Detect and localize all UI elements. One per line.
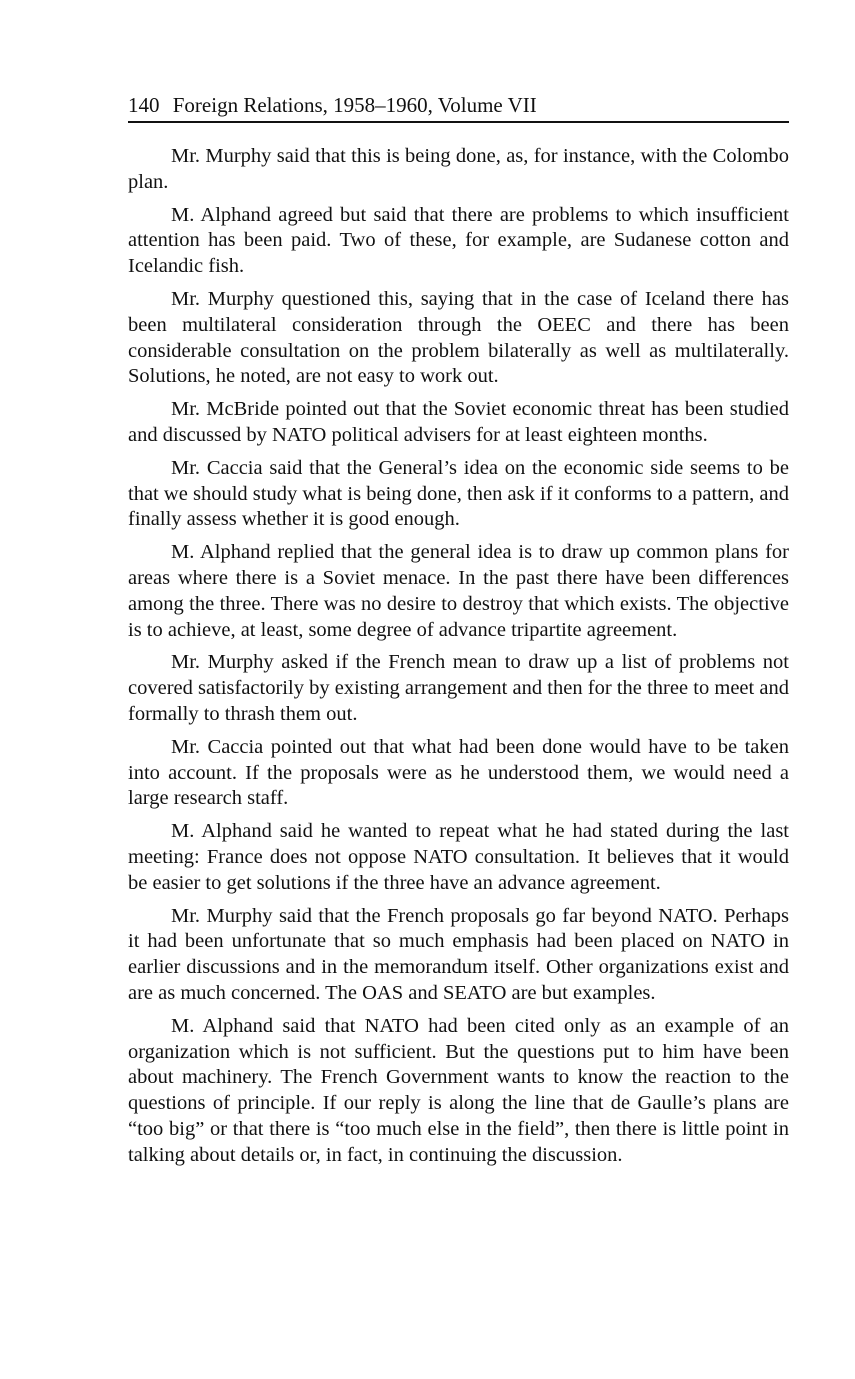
paragraph-murphy-beyond-nato: Mr. Murphy said that the French proposals go far beyond NATO. Perhaps it had been unfortunate that so much emphasis had been placed on NATO in earlier discussions and in the memorandum itself. Other organizations exist and are as much concerned. The OAS and SEATO are but examples. [128, 904, 789, 1004]
running-head [128, 92, 789, 118]
paragraph-mcbride-soviet-threat: Mr. McBride pointed out that the Soviet economic threat has been studied and discussed by NATO political advisers for at least eighteen months. [128, 398, 789, 446]
paragraph-alphand-common-plans: M. Alphand replied that the general idea is to draw up common plans for areas where there is a Soviet menace. In the past there have been differences among the three. There was no desire to destroy that which exists. The objective is to achieve, at least, some degree of advance tripartite agreement. [128, 541, 789, 641]
page-number: 140 [128, 93, 160, 117]
paragraph-murphy-iceland: Mr. Murphy questioned this, saying that in the case of Iceland there has been multilateral consideration through the OEEC and there has been considerable consultation on the problem bilaterally as well as multilaterally. Solutions, he noted, are not easy to work out. [128, 287, 789, 388]
paragraph-alphand-problems: M. Alphand agreed but said that there are problems to which insufficient attention has been paid. Two of these, for example, are Sudanese cotton and Icelandic fish. [128, 203, 789, 278]
body-text [128, 144, 789, 1175]
paragraph-alphand-principle: M. Alphand said that NATO had been cited only as an example of an organization which is not sufficient. But the questions put to him have been about machinery. The French Government wants to know the reaction to the questions of principle. If our reply is along the line that de Gaulle’s plans are “too big” or that there is “too much else in the field”, then there is little point in talking about details or, in fact, in continuing the discussion. [128, 1014, 789, 1166]
volume-title: Foreign Relations, 1958–1960, Volume VII [172, 93, 537, 117]
paragraph-caccia-general-idea: Mr. Caccia said that the General’s idea on the economic side seems to be that we should study what is being done, then ask if it conforms to a pattern, and finally assess whether it is good enough. [128, 456, 789, 531]
paragraph-caccia-research-staff: Mr. Caccia pointed out that what had been done would have to be taken into account. If the proposals were as he understood them, we would need a large research staff. [128, 735, 789, 810]
header-rule [128, 121, 789, 123]
paragraph-murphy-colombo: Mr. Murphy said that this is being done, as, for instance, with the Colombo plan. [128, 145, 789, 193]
paragraph-murphy-list-of-problems: Mr. Murphy asked if the French mean to draw up a list of problems not covered satisfactorily by existing arrangement and then for the three to meet and formally to thrash them out. [128, 651, 789, 725]
paragraph-alphand-nato-consultation: M. Alphand said he wanted to repeat what he had stated during the last meeting: France does not oppose NATO consultation. It believes that it would be easier to get solutions if the three have an advance agreement. [128, 820, 789, 894]
